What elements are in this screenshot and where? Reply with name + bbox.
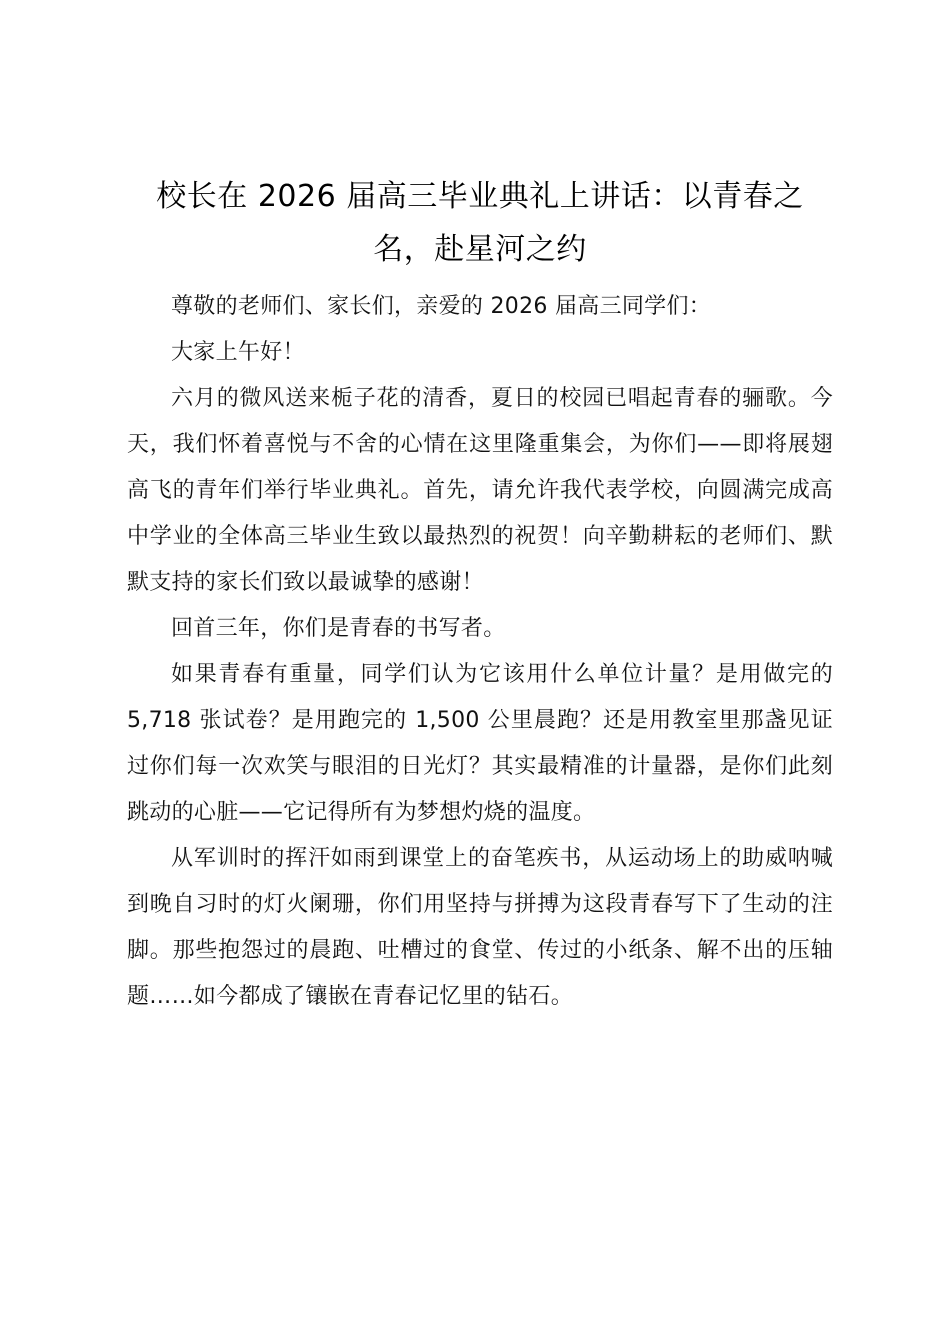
paragraph-review: 回首三年，你们是青春的书写者。 bbox=[171, 616, 506, 641]
paragraph-opening: 六月的微风送来栀子花的清香，夏日的校园已唱起青春的骊歌。今天，我们怀着喜悦与不舍的心情在这里隆重集会，为你们——即将展翅高飞的青年们举行毕业典礼。首先，请允许我代表学校，向圆满完成高中学业的全体高三毕业生致以最热烈的祝贺！向辛勤耕耘的老师们、默默支持的家长们致以最诚挚的感谢！ bbox=[127, 386, 833, 595]
document-title: 校长在 2026 届高三毕业典礼上讲话：以青春之名，赴星河之约 bbox=[156, 179, 804, 267]
paragraph-weight-of-youth: 如果青春有重量，同学们认为它该用什么单位计量？是用做完的 5,718 张试卷？是用跑完的 1,500 公里晨跑？还是用教室里那盏见证过你们每一次欢笑与眼泪的日光灯？其实最精准的计量器，是你们此刻跳动的心脏——它记得所有为梦想灼烧的温度。 bbox=[127, 662, 833, 825]
paragraph-salutation: 尊敬的老师们、家长们，亲爱的 2026 届高三同学们： bbox=[171, 294, 712, 319]
paragraph-greeting: 大家上午好！ bbox=[171, 340, 305, 365]
paragraph-memories: 从军训时的挥汗如雨到课堂上的奋笔疾书，从运动场上的助威呐喊到晚自习时的灯火阑珊，你们用坚持与拼搏为这段青春写下了生动的注脚。那些抱怨过的晨跑、吐槽过的食堂、传过的小纸条、解不出的压轴题……如今都成了镶嵌在青春记忆里的钻石。 bbox=[127, 846, 833, 1009]
document-body bbox=[127, 170, 833, 1020]
